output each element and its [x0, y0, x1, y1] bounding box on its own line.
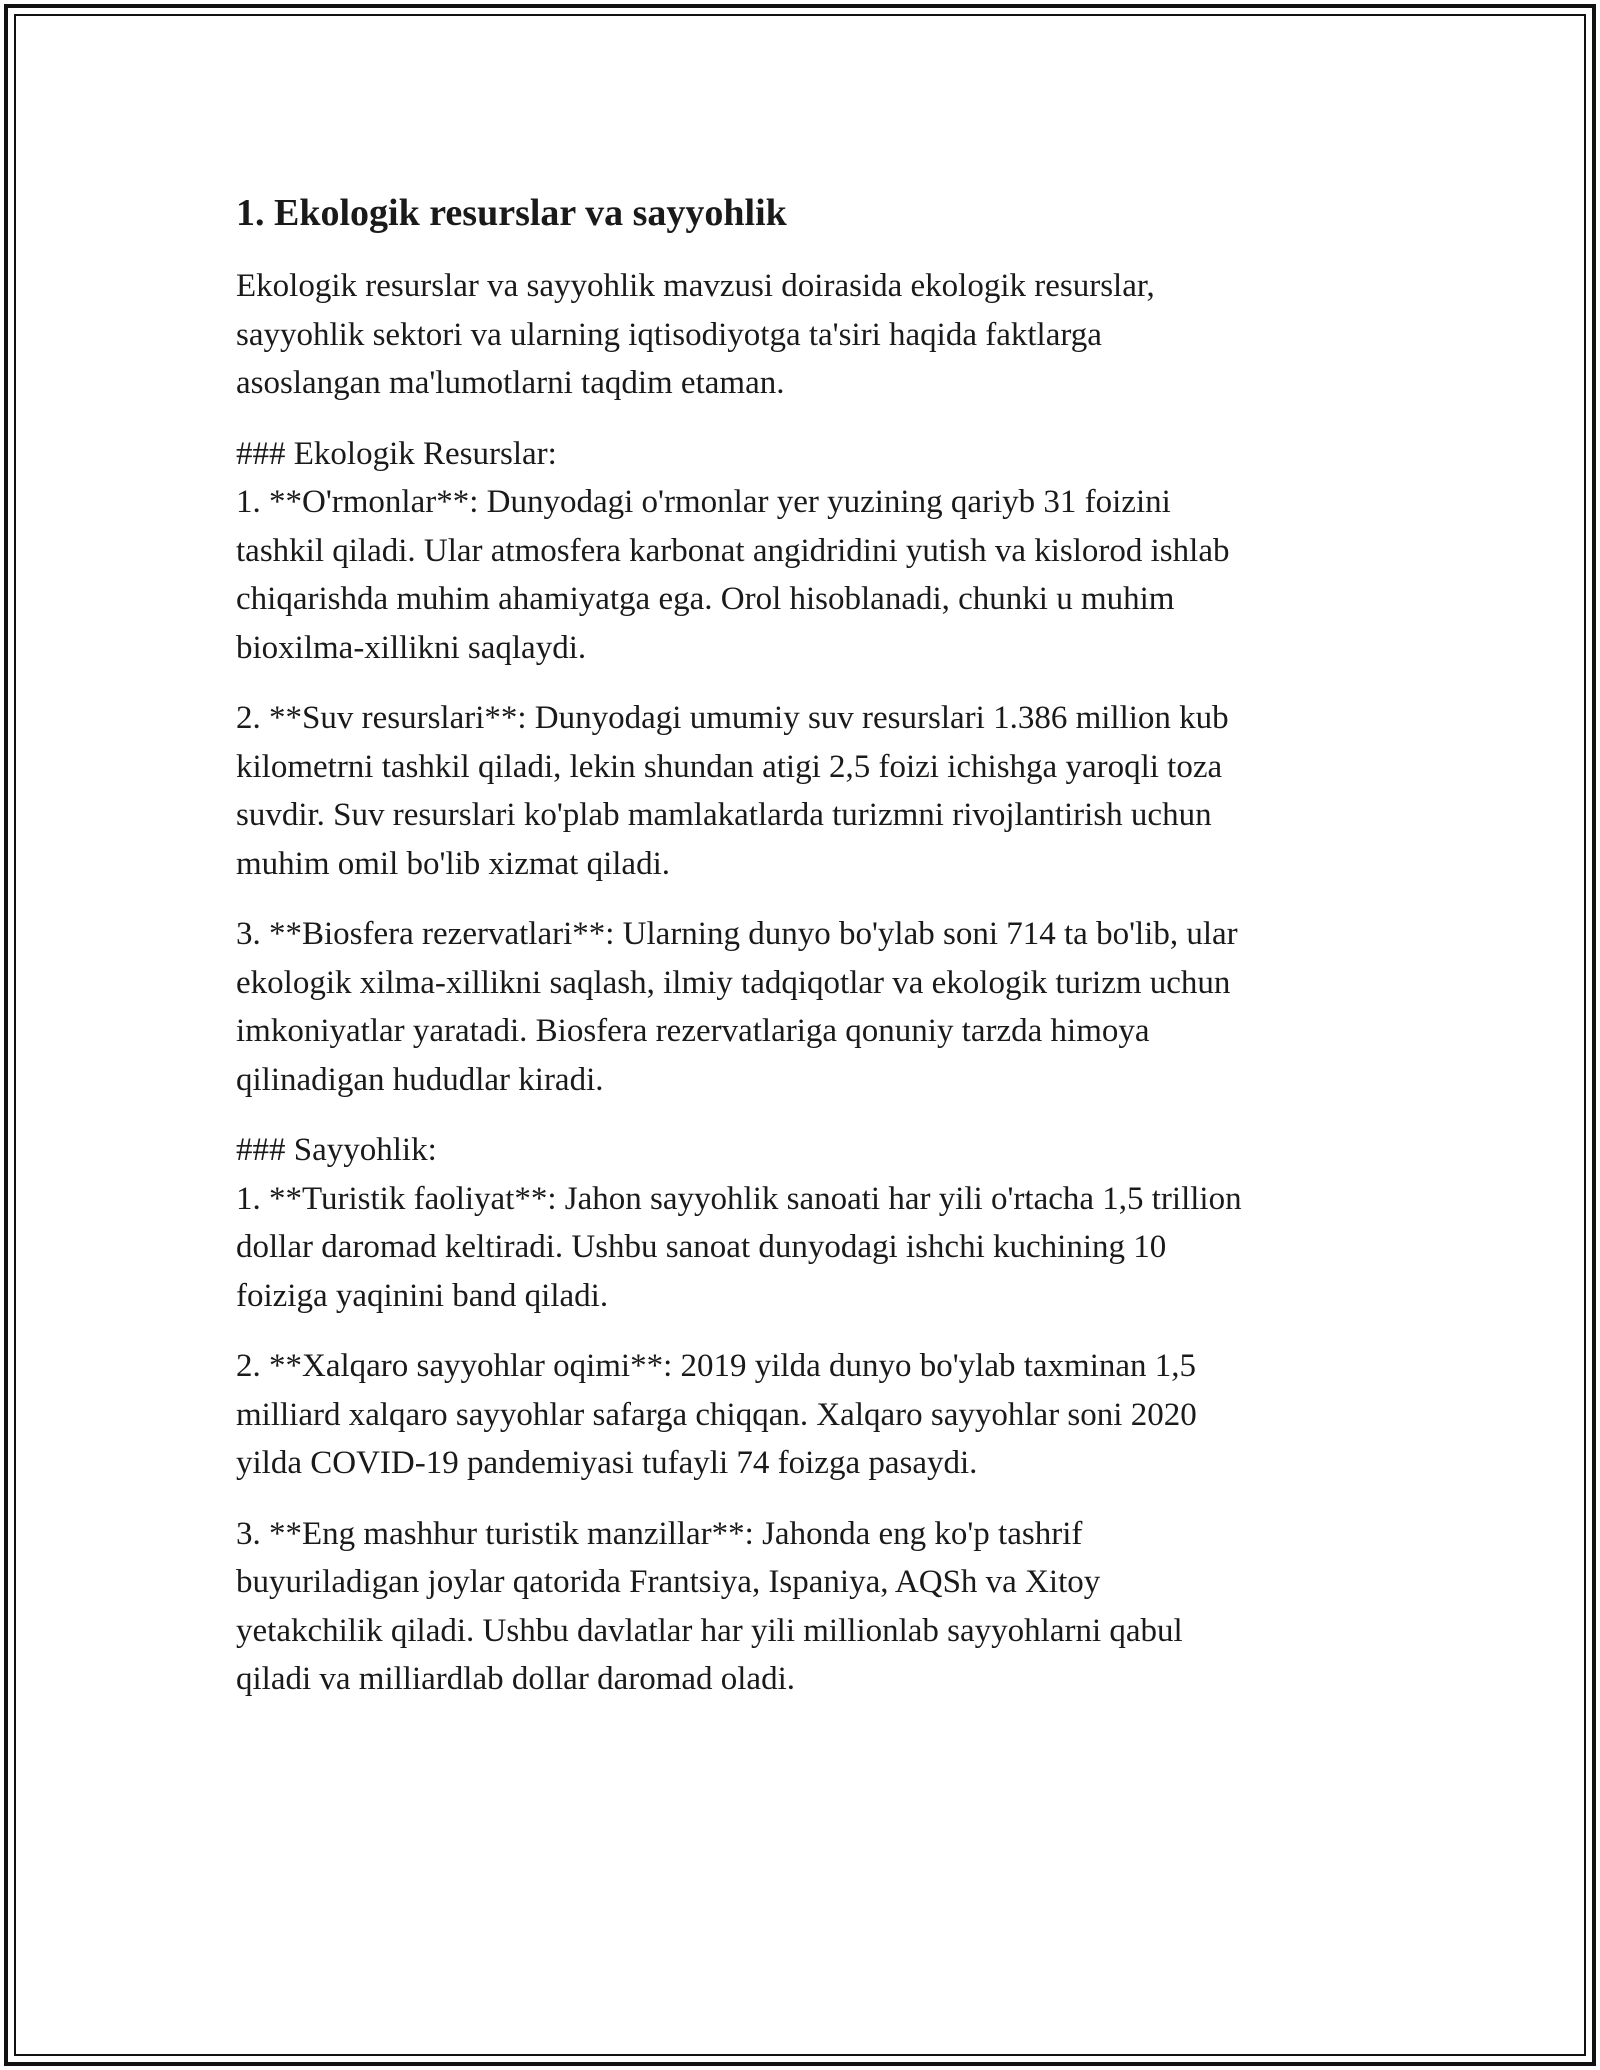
ecology-item-water-resources: 2. **Suv resurslari**: Dunyodagi umumiy suv resurslari 1.386 million kub kilometrni tashkil qiladi, lekin shundan atigi 2,5 foizi ichishga yaroqli toza suvdir. Suv resurslari ko'plab mamlakatlarda turizmni rivojlantirish uchun muhim omil bo'lib xizmat qiladi. — [236, 700, 1229, 882]
tourism-item-top-destinations: 3. **Eng mashhur turistik manzillar**: Jahonda eng ko'p tashrif buyuriladigan joylar qatorida Frantsiya, Ispaniya, AQSh va Xitoy yetakchilik qiladi. Ushbu davlatlar har yili millionlab sayyohlarni qabul qiladi va milliardlab dollar daromad oladi. — [236, 1515, 1183, 1697]
document-body — [236, 186, 1366, 1704]
tourism-item-international-flow: 2. **Xalqaro sayyohlar oqimi**: 2019 yilda dunyo bo'ylab taxminan 1,5 milliard xalqaro sayyohlar safarga chiqqan. Xalqaro sayyohlar soni 2020 yilda COVID-19 pandemiyasi tufayli 74 foizga pasaydi. — [236, 1348, 1197, 1481]
intro-paragraph: Ekologik resurslar va sayyohlik mavzusi doirasida ekologik resurslar, sayyohlik sektori va ularning iqtisodiyotga ta'siri haqida faktlarga asoslangan ma'lumotlarni taqdim etaman. — [236, 268, 1155, 401]
tourism-section-activity: ### Sayyohlik: 1. **Turistik faoliyat**: Jahon sayyohlik sanoati har yili o'rtacha 1,5 trillion dollar daromad keltiradi. Ushbu sanoat dunyodagi ishchi kuchining 10 foiziga yaqinini band qiladi. — [236, 1132, 1242, 1314]
ecology-item-biosphere-reserves: 3. **Biosfera rezervatlari**: Ularning dunyo bo'ylab soni 714 ta bo'lib, ular ekologik xilma-xillikni saqlash, ilmiy tadqiqotlar va ekologik turizm uchun imkoniyatlar yaratadi. Biosfera rezervatlariga qonuniy tarzda himoya qilinadigan hududlar kiradi. — [236, 916, 1238, 1098]
document-title: 1. Ekologik resurslar va sayyohlik — [236, 192, 787, 234]
ecology-section-forests: ### Ekologik Resurslar: 1. **O'rmonlar**: Dunyodagi o'rmonlar yer yuzining qariyb 31 foizini tashkil qiladi. Ular atmosfera karbonat angidridini yutish va kislorod ishlab chiqarishda muhim ahamiyatga ega. Orol hisoblanadi, chunki u muhim bioxilma-xillikni saqlaydi. — [236, 435, 1230, 666]
